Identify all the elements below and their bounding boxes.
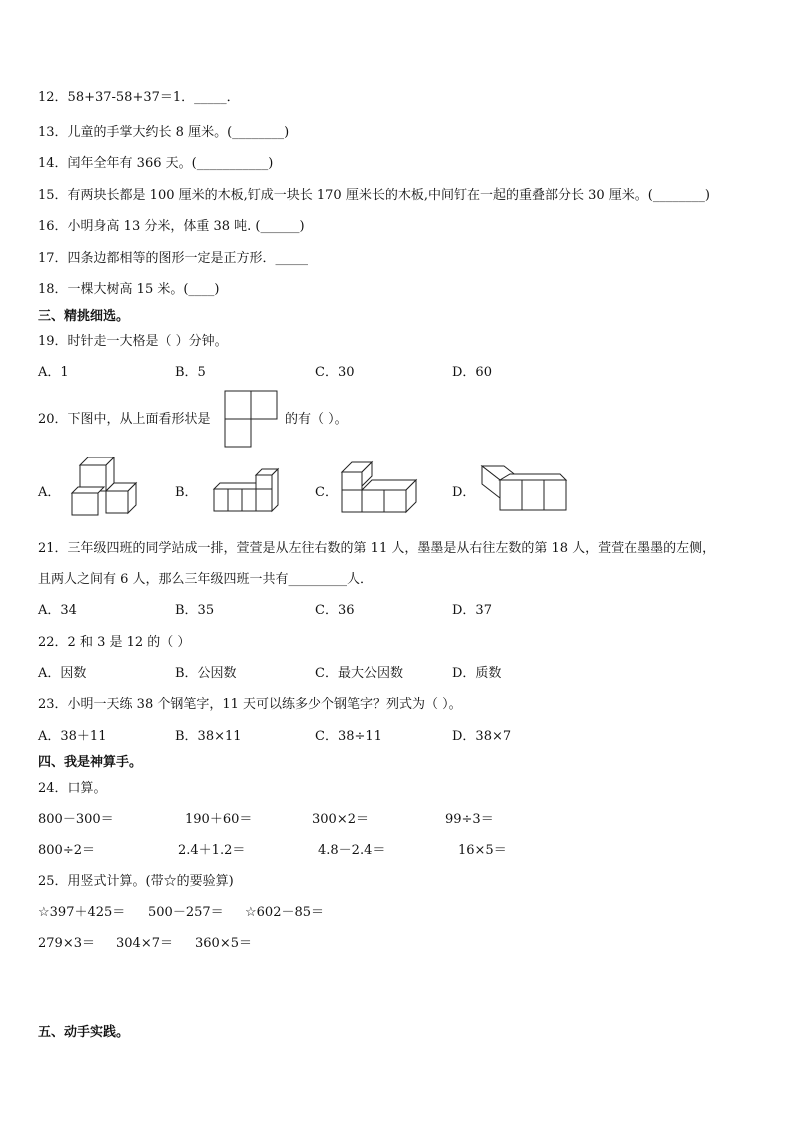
question-18: 18．一棵大树高 15 米。(____) (38, 282, 220, 297)
q23-option-c: C．38÷11 (315, 729, 382, 744)
section-5-heading: 五、动手实践。 (38, 1025, 130, 1040)
q19-option-c: C．30 (315, 365, 355, 380)
q24-item: 16×5＝ (458, 843, 507, 858)
q23-option-b: B．38×11 (175, 729, 242, 744)
q24-item: 300×2＝ (312, 812, 369, 827)
q25-item: ☆397＋425＝ (38, 905, 126, 920)
question-12: 12．58+37-58+37＝1．_____． (38, 90, 240, 105)
q22-option-c: C．最大公因数 (315, 666, 403, 681)
q23-option-a: A．38＋11 (38, 729, 107, 744)
q22-option-d: D．质数 (452, 666, 502, 681)
q25-item: 500－257＝ (148, 905, 224, 920)
q22-option-b: B．公因数 (175, 666, 237, 681)
q25-item: ☆602－85＝ (245, 905, 325, 920)
question-25-stem: 25．用竖式计算。(带☆的要验算) (38, 874, 234, 889)
q20-option-d-label: D． (452, 485, 476, 500)
q24-item: 800－300＝ (38, 812, 114, 827)
top-view-shape-figure (224, 390, 280, 448)
q24-item: 99÷3＝ (445, 812, 494, 827)
q24-item: 2.4＋1.2＝ (178, 843, 246, 858)
question-20-stem-b: 的有（ ）。 (285, 412, 348, 427)
q20-option-a-label: A． (38, 485, 61, 500)
q24-item: 800÷2＝ (38, 843, 95, 858)
q20-option-b-label: B． (175, 485, 198, 500)
q22-option-a: A．因数 (38, 666, 87, 681)
q24-item: 190＋60＝ (185, 812, 253, 827)
q21-option-c: C．36 (315, 603, 355, 618)
question-23-stem: 23．小明一天练 38 个钢笔字，11 天可以练多少个钢笔字？列式为（ ）。 (38, 697, 462, 712)
question-24-stem: 24．口算。 (38, 781, 107, 796)
q21-option-a: A．34 (38, 603, 77, 618)
question-15: 15．有两块长都是 100 厘米的木板,钉成一块长 170 厘米长的木板,中间钉在一起的重叠部分长 30 厘米。(________) (38, 188, 710, 203)
q25-item: 279×3＝ (38, 936, 95, 951)
section-3-heading: 三、精挑细选。 (38, 309, 130, 324)
question-19-stem: 19．时针走一大格是（ ）分钟。 (38, 334, 228, 349)
question-21-line1: 21．三年级四班的同学站成一排，萱萱是从左往右数的第 11 人，墨墨是从右往左数的第 18 人，萱萱在墨墨的左侧， (38, 541, 716, 556)
q25-item: 304×7＝ (116, 936, 173, 951)
section-4-heading: 四、我是神算手。 (38, 755, 143, 770)
question-22-stem: 22．2 和 3 是 12 的（ ） (38, 635, 191, 650)
q20-option-d-cubes (480, 462, 570, 514)
question-16: 16．小明身高 13 分米，体重 38 吨. (______) (38, 219, 305, 234)
q23-option-d: D．38×7 (452, 729, 512, 744)
q20-option-c-label: C． (315, 485, 338, 500)
q19-option-d: D．60 (452, 365, 492, 380)
q24-item: 4.8－2.4＝ (318, 843, 386, 858)
q20-option-b-cubes (212, 465, 282, 515)
q19-option-b: B．5 (175, 365, 206, 380)
q20-option-a-cubes (70, 457, 140, 517)
q21-option-d: D．37 (452, 603, 492, 618)
question-21-line2: 且两人之间有 6 人，那么三年级四班一共有_________人． (38, 572, 374, 587)
question-17: 17．四条边都相等的图形一定是正方形．_____ (38, 251, 309, 266)
q19-option-a: A．1 (38, 365, 69, 380)
q21-option-b: B．35 (175, 603, 215, 618)
question-13: 13．儿童的手掌大约长 8 厘米。(________) (38, 125, 290, 140)
q20-option-c-cubes (338, 460, 418, 515)
q25-item: 360×5＝ (195, 936, 252, 951)
question-20-stem-a: 20．下图中，从上面看形状是 (38, 412, 211, 427)
question-14: 14．闰年全年有 366 天。(___________) (38, 156, 274, 171)
